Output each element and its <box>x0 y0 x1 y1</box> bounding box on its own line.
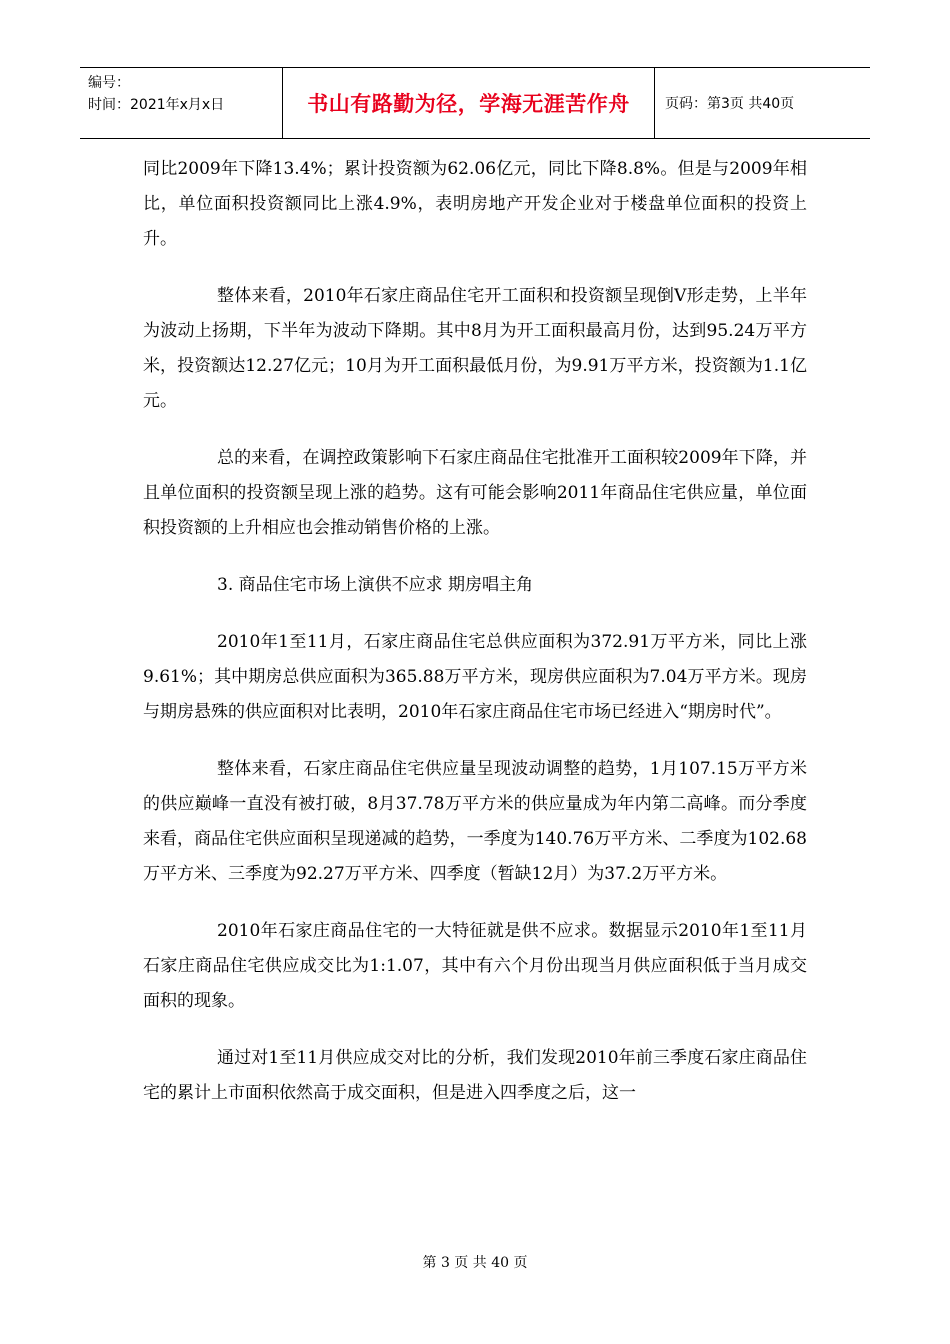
motto-text: 书山有路勤为径，学海无涯苦作舟 <box>307 92 630 116</box>
header-page-code <box>655 68 870 138</box>
paragraph: 2010年1至11月，石家庄商品住宅总供应面积为372.91万平方米，同比上涨9.61%；其中期房总供应面积为365.88万平方米，现房供应面积为7.04万平方米。现房与期房悬殊的供应面积对比表明，2010年石家庄商品住宅市场已经进入“期房时代”。 <box>143 632 807 722</box>
paragraph: 通过对1至11月供应成交对比的分析，我们发现2010年前三季度石家庄商品住宅的累计上市面积依然高于成交面积，但是进入四季度之后，这一 <box>143 1048 807 1103</box>
header-info <box>80 68 283 138</box>
paragraph: 同比2009年下降13.4%；累计投资额为62.06亿元，同比下降8.8%。但是与2009年相比，单位面积投资额同比上涨4.9%，表明房地产开发企业对于楼盘单位面积的投资上升。 <box>143 159 807 249</box>
paragraph: 总的来看，在调控政策影响下石家庄商品住宅批准开工面积较2009年下降，并且单位面积的投资额呈现上涨的趋势。这有可能会影响2011年商品住宅供应量，单位面积投资额的上升相应也会推动销售价格的上涨。 <box>143 448 807 538</box>
paragraph: 整体来看，石家庄商品住宅供应量呈现波动调整的趋势，1月107.15万平方米的供应巅峰一直没有被打破，8月37.78万平方米的供应量成为年内第二高峰。而分季度来看，商品住宅供应面积呈现递减的趋势，一季度为140.76万平方米、二季度为102.68万平方米、三季度为92.27万平方米、四季度（暂缺12月）为37.2万平方米。 <box>143 759 807 884</box>
page-header <box>80 67 870 139</box>
page-code-text: 页码：第3页 共40页 <box>665 96 795 112</box>
body-text <box>143 152 807 1133</box>
time-label: 时间：2021年x月x日 <box>88 97 225 113</box>
paragraph: 整体来看，2010年石家庄商品住宅开工面积和投资额呈现倒V形走势，上半年为波动上扬期，下半年为波动下降期。其中8月为开工面积最高月份，达到95.24万平方米，投资额达12.27亿元；10月为开工面积最低月份，为9.91万平方米，投资额为1.1亿元。 <box>143 286 807 411</box>
section-heading: 3. 商品住宅市场上演供不应求 期房唱主角 <box>217 575 534 595</box>
header-motto-cell <box>283 68 655 138</box>
paragraph: 2010年石家庄商品住宅的一大特征就是供不应求。数据显示2010年1至11月石家庄商品住宅供应成交比为1:1.07，其中有六个月份出现当月供应面积低于当月成交面积的现象。 <box>143 921 807 1011</box>
number-label: 编号： <box>88 75 130 91</box>
page-footer: 第 3 页 共 40 页 <box>422 1255 528 1271</box>
